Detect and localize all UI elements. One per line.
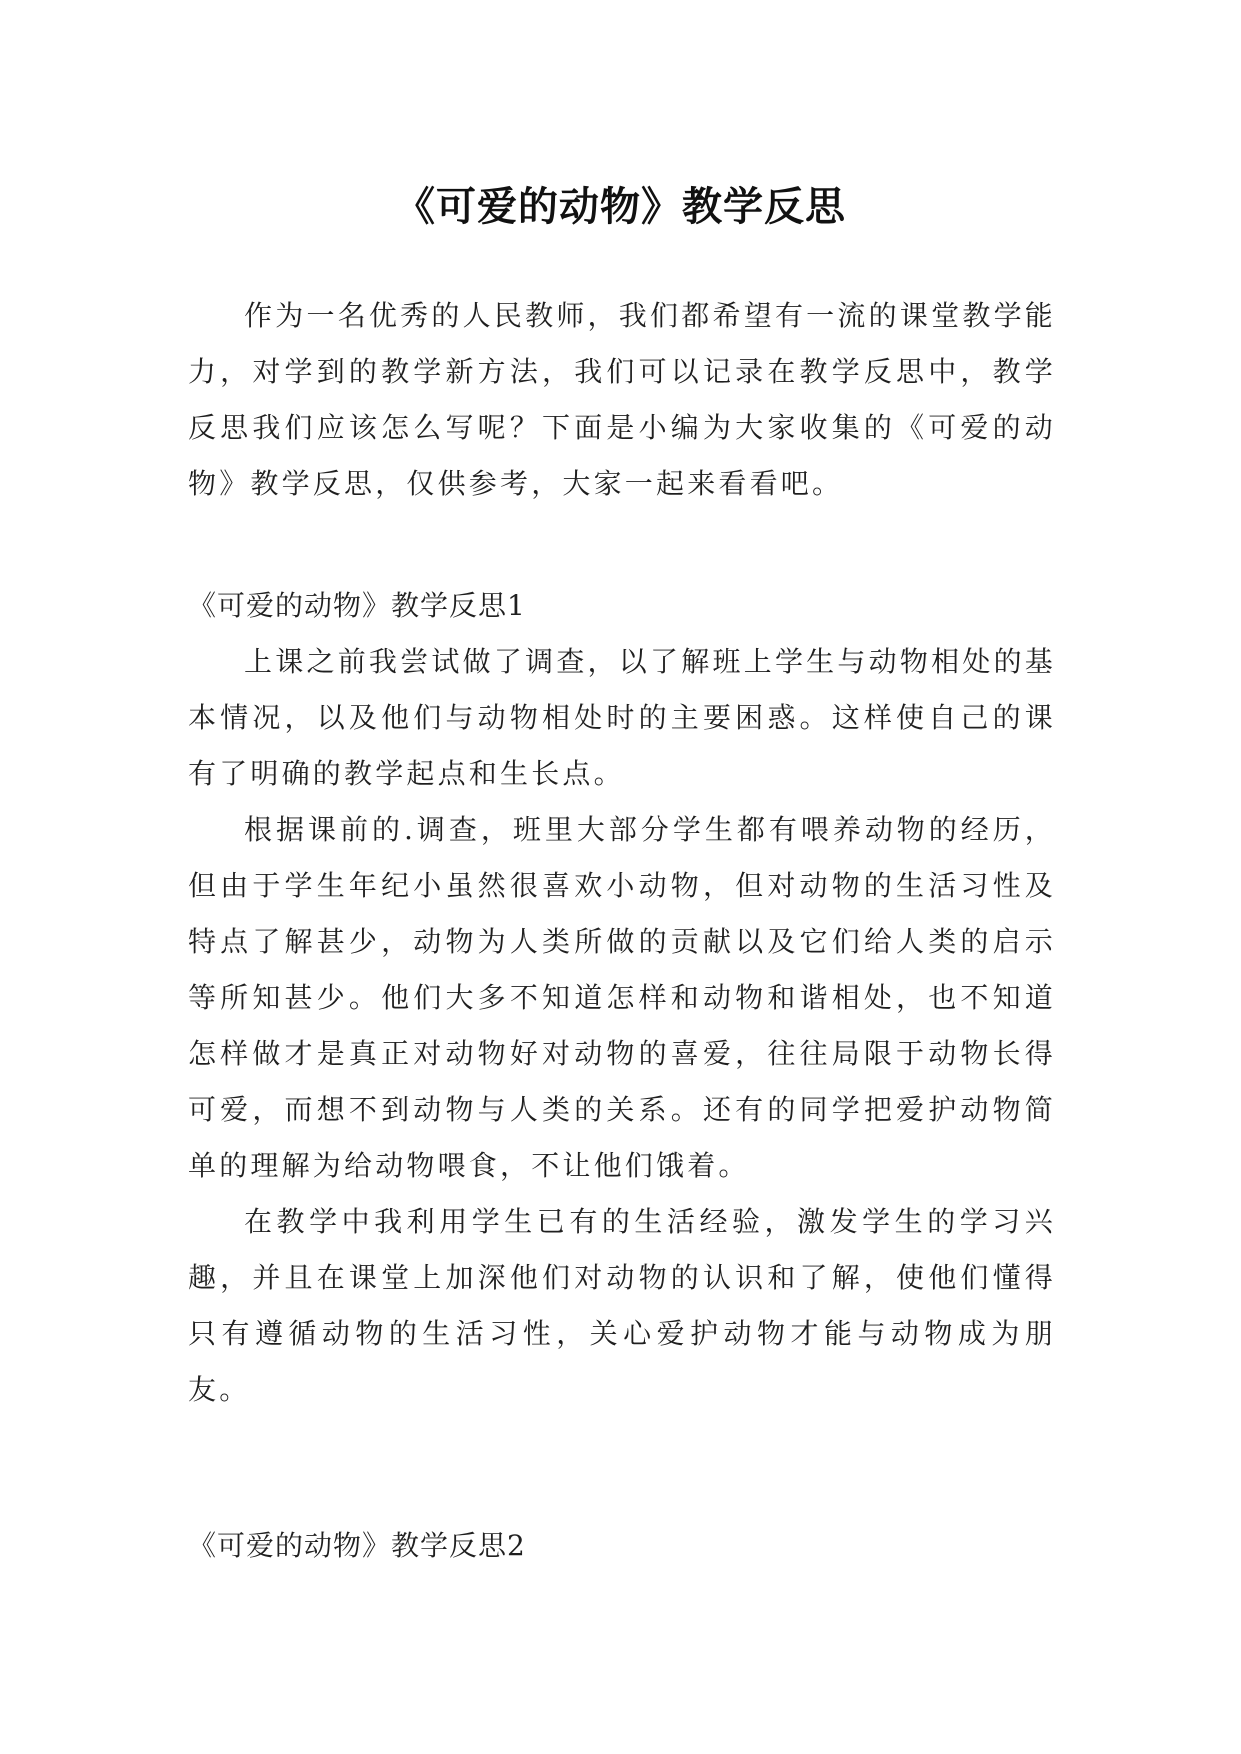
section-heading-1: 《可爱的动物》教学反思1 <box>188 589 526 622</box>
section-1-paragraph-2: 根据课前的.调查，班里大部分学生都有喂养动物的经历，但由于学生年纪小虽然很喜欢小动物，但对动物的生活习性及特点了解甚少，动物为人类所做的贡献以及它们给人类的启示等所知甚少。他们大多不知道怎样和动物和谐相处，也不知道怎样做才是真正对动物好对动物的喜爱，往往局限于动物长得可爱，而想不到动物与人类的关系。还有的同学把爱护动物简单的理解为给动物喂食，不让他们饿着。 <box>188 813 1056 1182</box>
section-1-paragraph-3: 在教学中我利用学生已有的生活经验，激发学生的学习兴趣，并且在课堂上加深他们对动物的认识和了解，使他们懂得只有遵循动物的生活习性，关心爱护动物才能与动物成为朋友。 <box>188 1205 1056 1406</box>
reflection-section-2 <box>188 1518 1056 1574</box>
reflection-section-1 <box>188 578 1056 1418</box>
section-heading-2: 《可爱的动物》教学反思2 <box>188 1529 526 1562</box>
section-1-paragraph-1: 上课之前我尝试做了调查，以了解班上学生与动物相处的基本情况，以及他们与动物相处时的主要困惑。这样使自己的课有了明确的教学起点和生长点。 <box>188 645 1056 790</box>
document-title: 《可爱的动物》教学反思 <box>395 183 846 230</box>
intro-paragraph: 作为一名优秀的人民教师，我们都希望有一流的课堂教学能力，对学到的教学新方法，我们可以记录在教学反思中，教学反思我们应该怎么写呢？下面是小编为大家收集的《可爱的动物》教学反思，仅供参考，大家一起来看看吧。 <box>188 299 1056 500</box>
intro-section <box>188 288 1056 512</box>
